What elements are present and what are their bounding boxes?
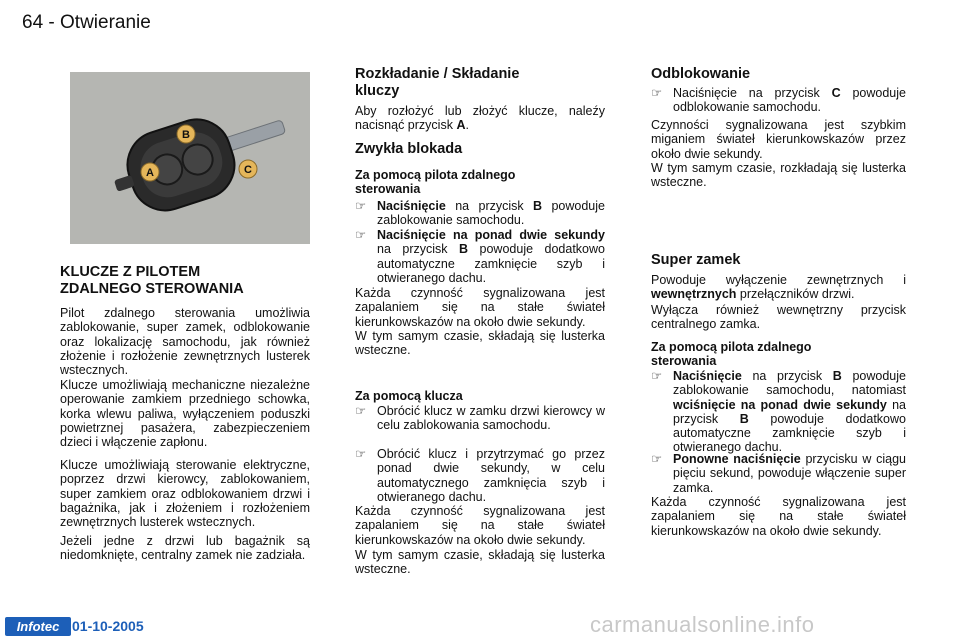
signal-paragraph: Każda czynność sygnalizowana jest zapalaniem się na stałe świateł kierunkowskazów na około dwie sekundy. [355, 286, 605, 329]
remote-key-illustration [70, 72, 310, 244]
deadlock-paragraph: Powoduje wyłączenie zewnętrznych i wewnętrznych przełączników drzwi. [651, 273, 906, 302]
bullet-unlock: ☞ Naciśnięcie na przycisk C powoduje odblokowanie samochodu. [651, 86, 906, 115]
label-b: B [182, 129, 190, 141]
mirrors-paragraph-2: W tym samym czasie, składają się lusterka wsteczne. [355, 548, 605, 577]
pointing-hand-icon: ☞ [355, 447, 367, 461]
unlocking-title: Odblokowanie [651, 66, 751, 82]
pointing-hand-icon: ☞ [651, 86, 663, 100]
bullet-turn-key: ☞ Obrócić klucz w zamku drzwi kierowcy w celu zablokowania samochodu. [355, 404, 605, 433]
bullet-hold-key: ☞ Obrócić klucz i przytrzymać go przez ponad dwie sekundy, w celu automatycznego zamknięcia szyb i otwieranego dachu. [355, 447, 605, 504]
bullet-deadlock: ☞ Naciśnięcie na przycisk B powoduje zablokowanie samochodu, natomiast wciśnięcie na ponad dwie sekundy na przycisk B powoduje dodatkowo automatyczne zamknięcie szyb i otwieranego dachu. [651, 369, 906, 455]
electric-paragraph: Klucze umożliwiają sterowanie elektryczne, poprzez drzwi kierowcy, zablokowaniem, super zamkiem oraz odblokowaniem drzwi i bagażnika, jak i złożeniem i rozłożeniem zewnętrznych lusterek wstecznych. [60, 458, 310, 530]
folding-title: Rozkładanie / Składanie kluczy [355, 66, 520, 99]
locking-title: Zwykła blokada [355, 141, 463, 157]
flash-paragraph: Czynności sygnalizowana jest szybkim miganiem świateł kierunkowskazów przez około dwie sekundy. [651, 118, 906, 161]
watermark: carmanualsonline.info [590, 612, 815, 637]
warning-paragraph: Jeżeli jedne z drzwi lub bagażnik są niedomknięte, centralny zamek nie zadziała. [60, 534, 310, 563]
bullet-repeat: ☞ Ponowne naciśnięcie przycisku w ciągu pięciu sekund, powoduje włączenie super zamka. [651, 452, 906, 495]
bullet-lock-long: ☞ Naciśnięcie na ponad dwie sekundy na przycisk B powoduje dodatkowo automatyczne zamknięcie szyb i otwieranego dachu. [355, 228, 605, 285]
pointing-hand-icon: ☞ [355, 228, 367, 242]
page-header [22, 12, 151, 34]
folding-paragraph: Aby rozłożyć lub złożyć klucze, naleźy nacisnąć przycisk A. [355, 104, 605, 133]
page-number: 64 [22, 12, 44, 33]
remote-key-title: KLUCZE Z PILOTEM ZDALNEGO STEROWANIA [60, 264, 244, 297]
remote-subtitle-2: Za pomocą pilota zdalnego sterowania [651, 340, 812, 368]
intro-paragraph: Pilot zdalnego sterowania umożliwia zablokowanie, super zamek, odblokowanie oraz lokalizację samochodu, jak również złożenie i rozłożenie zewnętrznych lusterek wstecznych. [60, 306, 310, 378]
unfold-paragraph: W tym samym czasie, rozkładają się lusterka wsteczne. [651, 161, 906, 190]
infotec-logo: Infotec [5, 617, 71, 636]
central-lock-paragraph: Wyłącza również wewnętrzny przycisk centralnego zamka. [651, 303, 906, 332]
label-a: A [146, 167, 154, 179]
signal-paragraph-2: Każda czynność sygnalizowana jest zapalaniem się na stałe świateł kierunkowskazów na około dwie sekundy. [355, 504, 605, 547]
bullet-lock: ☞ Naciśnięcie na przycisk B powoduje zablokowanie samochodu. [355, 199, 605, 228]
key-photo [70, 72, 310, 244]
mirrors-paragraph: W tym samym czasie, składają się lusterka wsteczne. [355, 329, 605, 358]
signal-paragraph-3: Każda czynność sygnalizowana jest zapalaniem się na stałe świateł kierunkowskazów na około dwie sekundy. [651, 495, 906, 538]
pointing-hand-icon: ☞ [651, 452, 663, 466]
header-separator: - [48, 12, 55, 33]
pointing-hand-icon: ☞ [355, 199, 367, 213]
footer-date: 01-10-2005 [72, 618, 144, 634]
mechanical-paragraph: Klucze umożliwiają mechaniczne niezależne operowanie zamkiem przedniego schowka, korka wlewu paliwa, wyłączeniem poduszki powietrznej pasażera, zabezpieczeniem dzieci i włączenie zapłonu. [60, 378, 310, 450]
pointing-hand-icon: ☞ [355, 404, 367, 418]
key-subtitle: Za pomocą klucza [355, 389, 463, 403]
remote-subtitle: Za pomocą pilota zdalnego sterowania [355, 168, 516, 196]
deadlock-title: Super zamek [651, 252, 741, 268]
pointing-hand-icon: ☞ [651, 369, 663, 383]
section-title: Otwieranie [60, 12, 151, 33]
label-c: C [244, 164, 252, 176]
